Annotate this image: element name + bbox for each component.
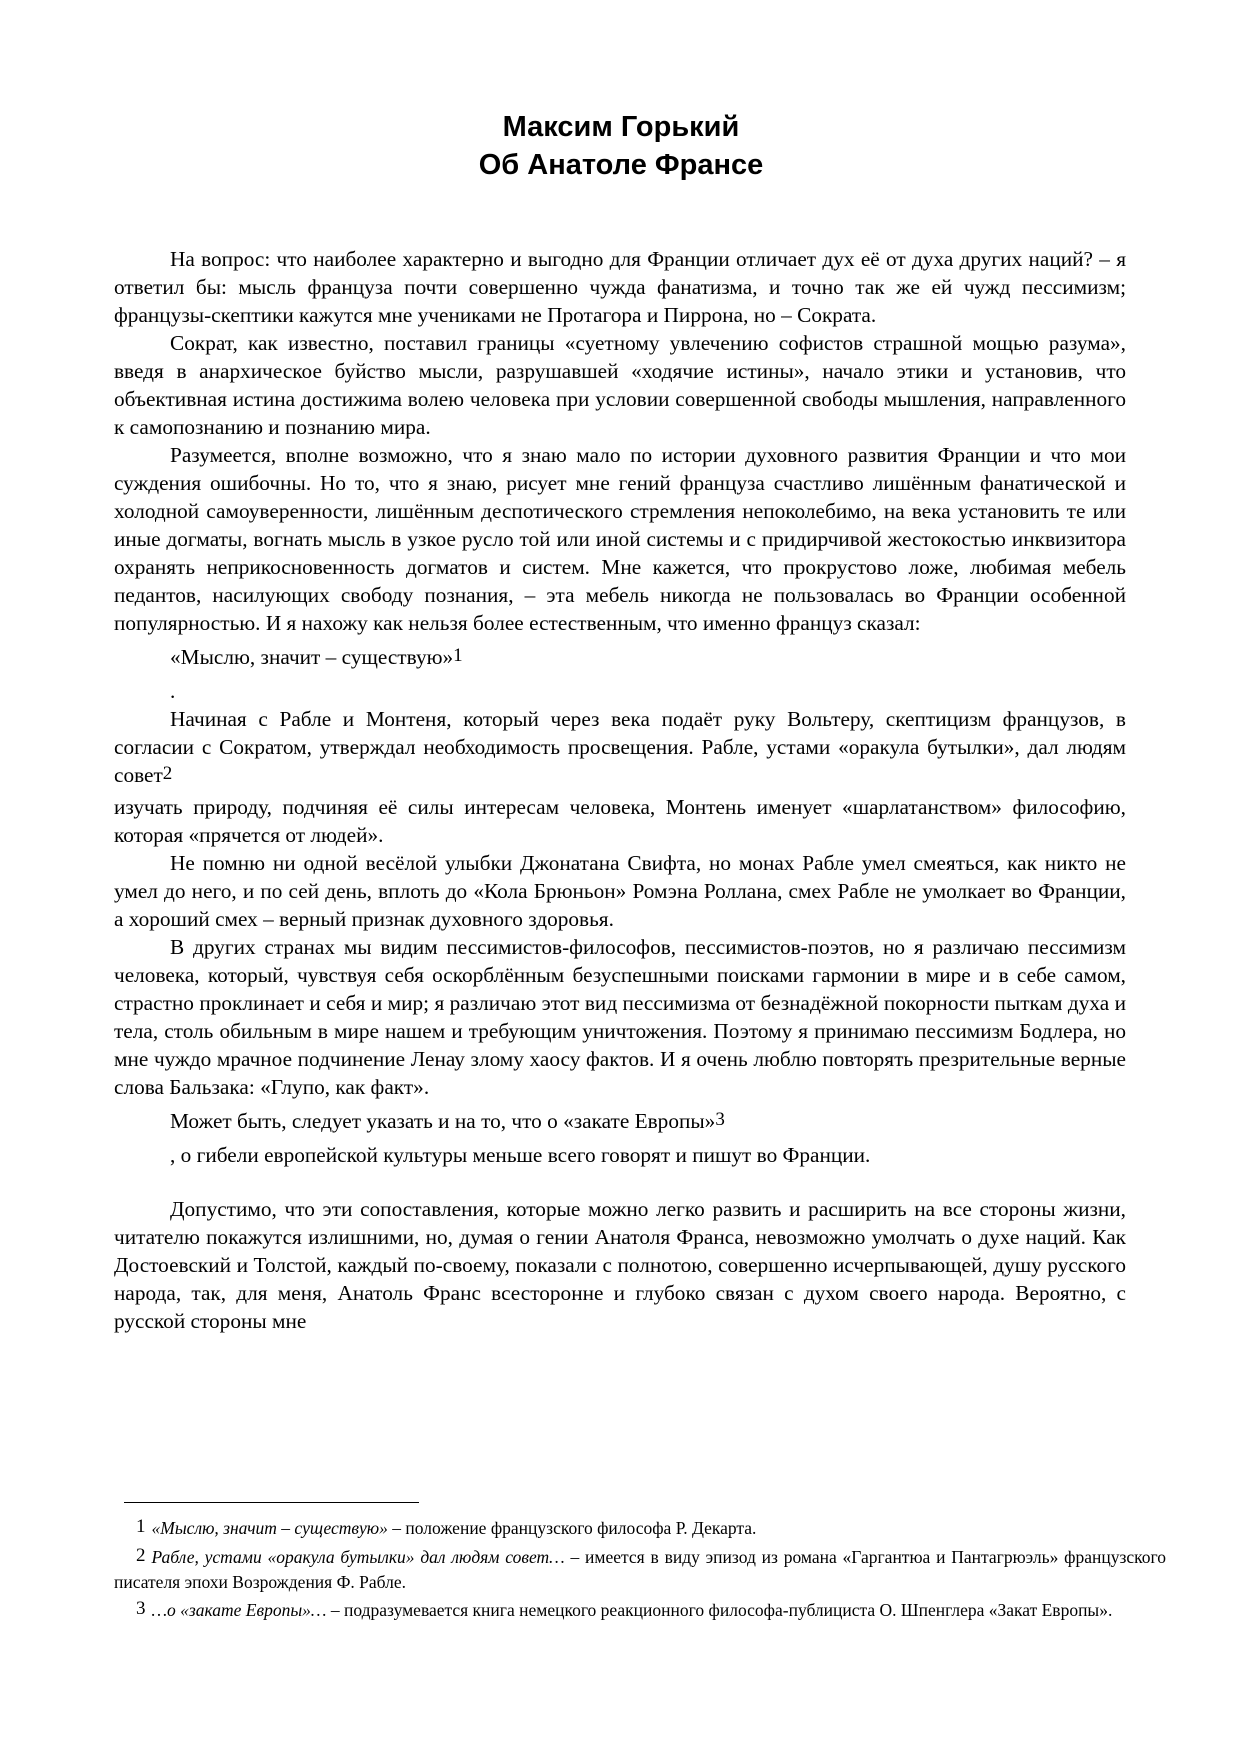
footnote-ref-text: …о «закате Европы»… xyxy=(151,1600,327,1620)
paragraph: На вопрос: что наиболее характерно и выгодно для Франции отличает дух её от духа других наций? – я ответил бы: мысль француза почти совершенно чужда фанатизма, и точно так же ей чужд пессимизм; французы-скептики кажутся мне учениками не Протагора и Пиррона, но – Сократа. xyxy=(114,247,1126,327)
paragraph-text: Начиная с Рабле и Монтеня, который через века подаёт руку Вольтеру, скептицизм французов, в согласии с Сократом, утверждал необходимость просвещения. Рабле, устами «оракула бутылки», дал людям совет xyxy=(114,707,1126,787)
quote-text: «Мыслю, значит – существую» xyxy=(170,645,454,669)
paragraph-continuation: изучать природу, подчиняя её силы интересам человека, Монтень именует «шарлатанством» философию, которая «прячется от людей». xyxy=(114,795,1126,847)
quote-line xyxy=(114,643,1126,671)
body-text xyxy=(114,245,1126,1335)
paragraph-continuation: , о гибели европейской культуры меньше всего говорят и пишут во Франции. xyxy=(170,1143,871,1167)
footnotes xyxy=(114,1516,1166,1627)
paragraph: Разумеется, вполне возможно, что я знаю мало по истории духовного развития Франции и что мои суждения ошибочны. Но то, что я знаю, рисует мне гений француза счастливо лишённым фанатической и холодной самоуверенности, лишённым деспотического стремления непоколебимо, на века установить те или иные догматы, вогнать мысль в узкое русло той или иной системы и с придирчивой жестокостью инквизитора охранять неприкосновенность догматов и систем. Мне кажется, что прокрустово ложе, любимая мебель педантов, насилующих свободу познания, – эта мебель никогда не пользовалась во Франции особенной популярностью. И я нахожу как нельзя более естественным, что именно француз сказал: xyxy=(114,443,1126,635)
footnote-ref-text: «Мыслю, значит – существую» xyxy=(151,1518,388,1538)
footnote-text: – подразумевается книга немецкого реакционного философа-публициста О. Шпенглера «Закат Европы». xyxy=(326,1600,1113,1620)
footnote-text: – положение французского философа Р. Декарта. xyxy=(387,1518,757,1538)
paragraph: Допустимо, что эти сопоставления, которые можно легко развить и расширить на все стороны жизни, читателю покажутся излишними, но, думая о гении Анатоля Франса, невозможно умолчать о духе наций. Как Достоевский и Толстой, каждый по-своему, показали с полнотою, совершенно исчерпывающей, душу русского народа, так, для меня, Анатоль Франс всесторонне и глубоко связан с духом своего народа. Вероятно, с русской стороны мне xyxy=(114,1197,1126,1333)
footnote xyxy=(114,1545,1166,1594)
footnote-divider xyxy=(124,1502,419,1503)
paragraph-text: Может быть, следует указать и на то, что о «закате Европы» xyxy=(170,1109,716,1133)
paragraph xyxy=(114,705,1126,789)
footnote-ref-1[interactable]: 1 xyxy=(453,645,463,666)
paragraph: Сократ, как известно, поставил границы «суетному увлечению софистов страшной мощью разума», введя в анархическое буйство мысли, разрушавшей «ходячие истины», начало этики и установив, что объективная истина достижима волею человека при условии совершенной свободы мышления, направленного к самопознанию и познанию мира. xyxy=(114,331,1126,439)
work-title: Об Анатоле Франсе xyxy=(478,149,764,181)
quote-period: . xyxy=(170,679,176,703)
footnote-text: – имеется в виду эпизод из романа «Гаргантюа и Пантагрюэль» французского писателя эпохи Возрождения Ф. Рабле. xyxy=(114,1547,1166,1592)
footnote-number: 1 xyxy=(136,1516,146,1537)
paragraph xyxy=(114,1107,1126,1135)
footnote xyxy=(114,1598,1166,1623)
author-name: Максим Горький xyxy=(502,111,740,143)
footnote-ref-3[interactable]: 3 xyxy=(715,1109,725,1130)
footnote-number: 3 xyxy=(136,1598,146,1619)
title-block xyxy=(0,108,1242,184)
paragraph: Не помню ни одной весёлой улыбки Джонатана Свифта, но монах Рабле умел смеяться, как никто не умел до него, и по сей день, вплоть до «Кола Брюньон» Ромэна Роллана, смех Рабле не умолкает во Франции, а хороший смех – верный признак духовного здоровья. xyxy=(114,851,1126,931)
footnote-ref-text: Рабле, устами «оракула бутылки» дал людям совет… xyxy=(151,1547,565,1567)
paragraph: В других странах мы видим пессимистов-философов, пессимистов-поэтов, но я различаю пессимизм человека, который, чувствуя себя оскорблённым безуспешными поисками гармонии в мире и в себе самом, страстно проклинает и себя и мир; я различаю этот вид пессимизма от безнадёжной покорности пыткам духа и тела, столь обильным в мире нашем и требующим уничтожения. Поэтому я принимаю пессимизм Бодлера, но мне чуждо мрачное подчинение Ленау злому хаосу фактов. И я очень люблю повторять презрительные верные слова Бальзака: «Глупо, как факт». xyxy=(114,935,1126,1099)
footnote-ref-2[interactable]: 2 xyxy=(162,763,173,784)
footnote xyxy=(114,1516,1166,1541)
footnote-number: 2 xyxy=(136,1545,146,1566)
